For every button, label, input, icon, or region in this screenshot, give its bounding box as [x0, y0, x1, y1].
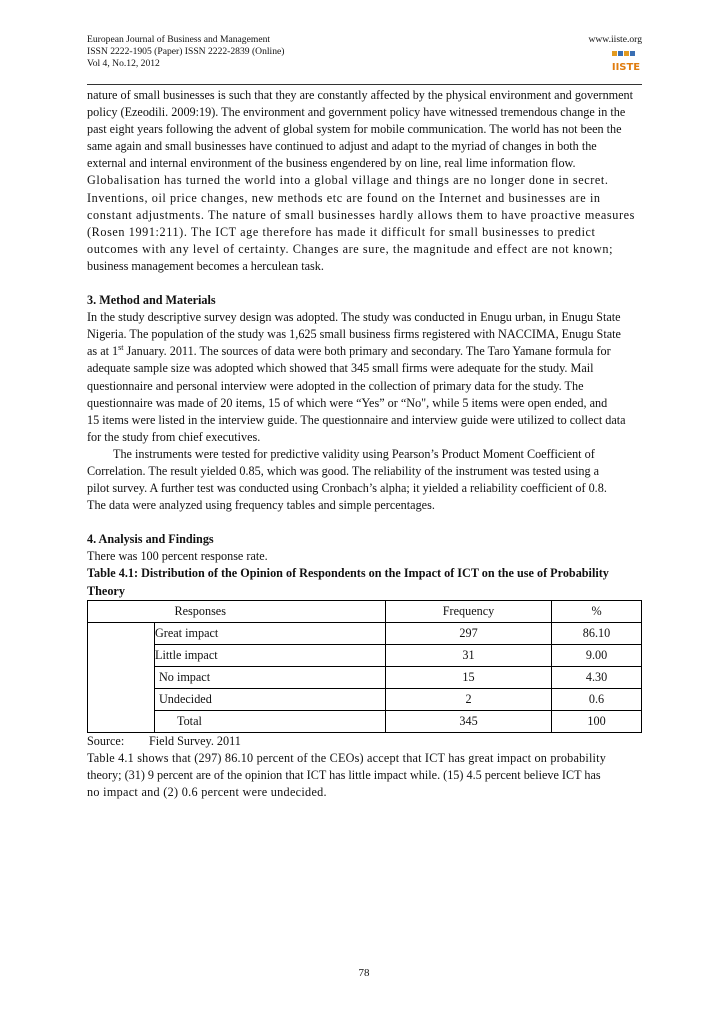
- body-line: 15 items were listed in the interview guide. The questionnaire and interview guide were utilized to collect data: [87, 412, 626, 427]
- intro-line: business management becomes a herculean task.: [87, 258, 324, 273]
- logo-text: IISTE: [611, 62, 641, 73]
- body-line: pilot survey. A further test was conducted using Cronbach’s alpha; it yielded a reliability coefficient of 0.8.: [87, 481, 607, 496]
- body-line: for the study from chief executives.: [87, 429, 261, 444]
- table-total-row: Total 345 100: [88, 710, 642, 732]
- body-line: In the study descriptive survey design was adopted. The study was conducted in Enugu urban, in Enugu State: [87, 310, 621, 325]
- header-percent: %: [552, 600, 642, 622]
- table-row: Great impact 297 86.10: [88, 622, 642, 644]
- source-value: Field Survey. 2011: [149, 733, 241, 748]
- body-line: as at 1st January. 2011. The sources of data were both primary and secondary. The Taro Yamane formula for: [87, 343, 611, 359]
- table-caption: Table 4.1: Distribution of the Opinion of Respondents on the Impact of ICT on the use of Probability: [87, 566, 609, 581]
- header-responses: Responses: [155, 600, 386, 622]
- intro-paragraph: [87, 87, 643, 275]
- intro-line: constant adjustments. The nature of small businesses hardly allows them to have proactive measures: [87, 207, 635, 222]
- page-number: 78: [358, 967, 370, 979]
- iiste-logo: [610, 50, 642, 74]
- body-line: The data were analyzed using frequency tables and simple percentages.: [87, 498, 435, 513]
- table-caption: Theory: [87, 583, 125, 598]
- intro-line: (Rosen 1991:211). The ICT age therefore has made it difficult for small businesses to predict: [87, 224, 596, 239]
- intro-line: external and internal environment of the business engendered by on line, real lime information flow.: [87, 156, 576, 171]
- article-body: [87, 87, 643, 801]
- distribution-table: [87, 600, 642, 733]
- section-4-heading: 4. Analysis and Findings: [87, 532, 214, 547]
- intro-line: same again and small businesses have continued to adjust and adapt to the myriad of changes in both the: [87, 139, 597, 154]
- section-3-heading: 3. Method and Materials: [87, 293, 216, 308]
- intro-line: nature of small businesses is such that they are constantly affected by the physical environment and government: [87, 88, 634, 102]
- body-line: questionnaire was made of 20 items, 15 of which were “Yes” or “No", while 5 items were open ended, and: [87, 395, 608, 410]
- body-line: Nigeria. The population of the study was 1,625 small business firms registered with NACCIMA, Enugu State: [87, 327, 621, 342]
- intro-line: policy (Ezeodili. 2009:19). The environment and government policy have witnessed tremendous change in the: [87, 105, 626, 120]
- body-line: Table 4.1 shows that (297) 86.10 percent of the CEOs) accept that ICT has great impact on probability: [87, 750, 607, 765]
- intro-line: Globalisation has turned the world into a global village and things are no longer done in secret.: [87, 173, 609, 188]
- intro-line: outcomes with any level of certainty. Changes are sure, the magnitude and effect are not known;: [87, 241, 614, 256]
- table-row: No impact 15 4.30: [88, 666, 642, 688]
- running-header: [87, 34, 642, 70]
- source-label: Source:: [87, 733, 125, 748]
- body-line: Correlation. The result yielded 0.85, which was good. The reliability of the instrument was tested using a: [87, 463, 599, 478]
- body-line: theory; (31) 9 percent are of the opinion that ICT has little impact while. (15) 4.5 percent believe ICT has: [87, 767, 601, 782]
- body-line: questionnaire and personal interview were adopted in the collection of primary data for the study. The: [87, 378, 584, 393]
- intro-line: Inventions, oil price changes, new methods etc are found on the Internet and businesses are in: [87, 190, 601, 205]
- table-source: [87, 733, 643, 750]
- header-rule: [87, 84, 642, 85]
- table-row: Little impact 31 9.00: [88, 644, 642, 666]
- issn-line: ISSN 2222-1905 (Paper) ISSN 2222-2839 (Online): [87, 46, 285, 57]
- body-line: no impact and (2) 0.6 percent were undecided.: [87, 784, 327, 799]
- journal-name: European Journal of Business and Management: [87, 34, 271, 45]
- journal-url[interactable]: www.iiste.org: [588, 34, 642, 45]
- table-row: Undecided 2 0.6: [88, 688, 642, 710]
- body-line: There was 100 percent response rate.: [87, 549, 268, 564]
- body-line: adequate sample size was adopted which showed that 345 small firms were adequate for the study. Mail: [87, 361, 594, 376]
- table-header-row: [88, 600, 642, 622]
- header-frequency: Frequency: [386, 600, 552, 622]
- body-line: The instruments were tested for predictive validity using Pearson’s Product Moment Coefficient of: [113, 446, 595, 461]
- intro-line: past eight years following the advent of global system for mobile communication. The world has not been the: [87, 122, 622, 137]
- volume-line: Vol 4, No.12, 2012: [87, 58, 160, 69]
